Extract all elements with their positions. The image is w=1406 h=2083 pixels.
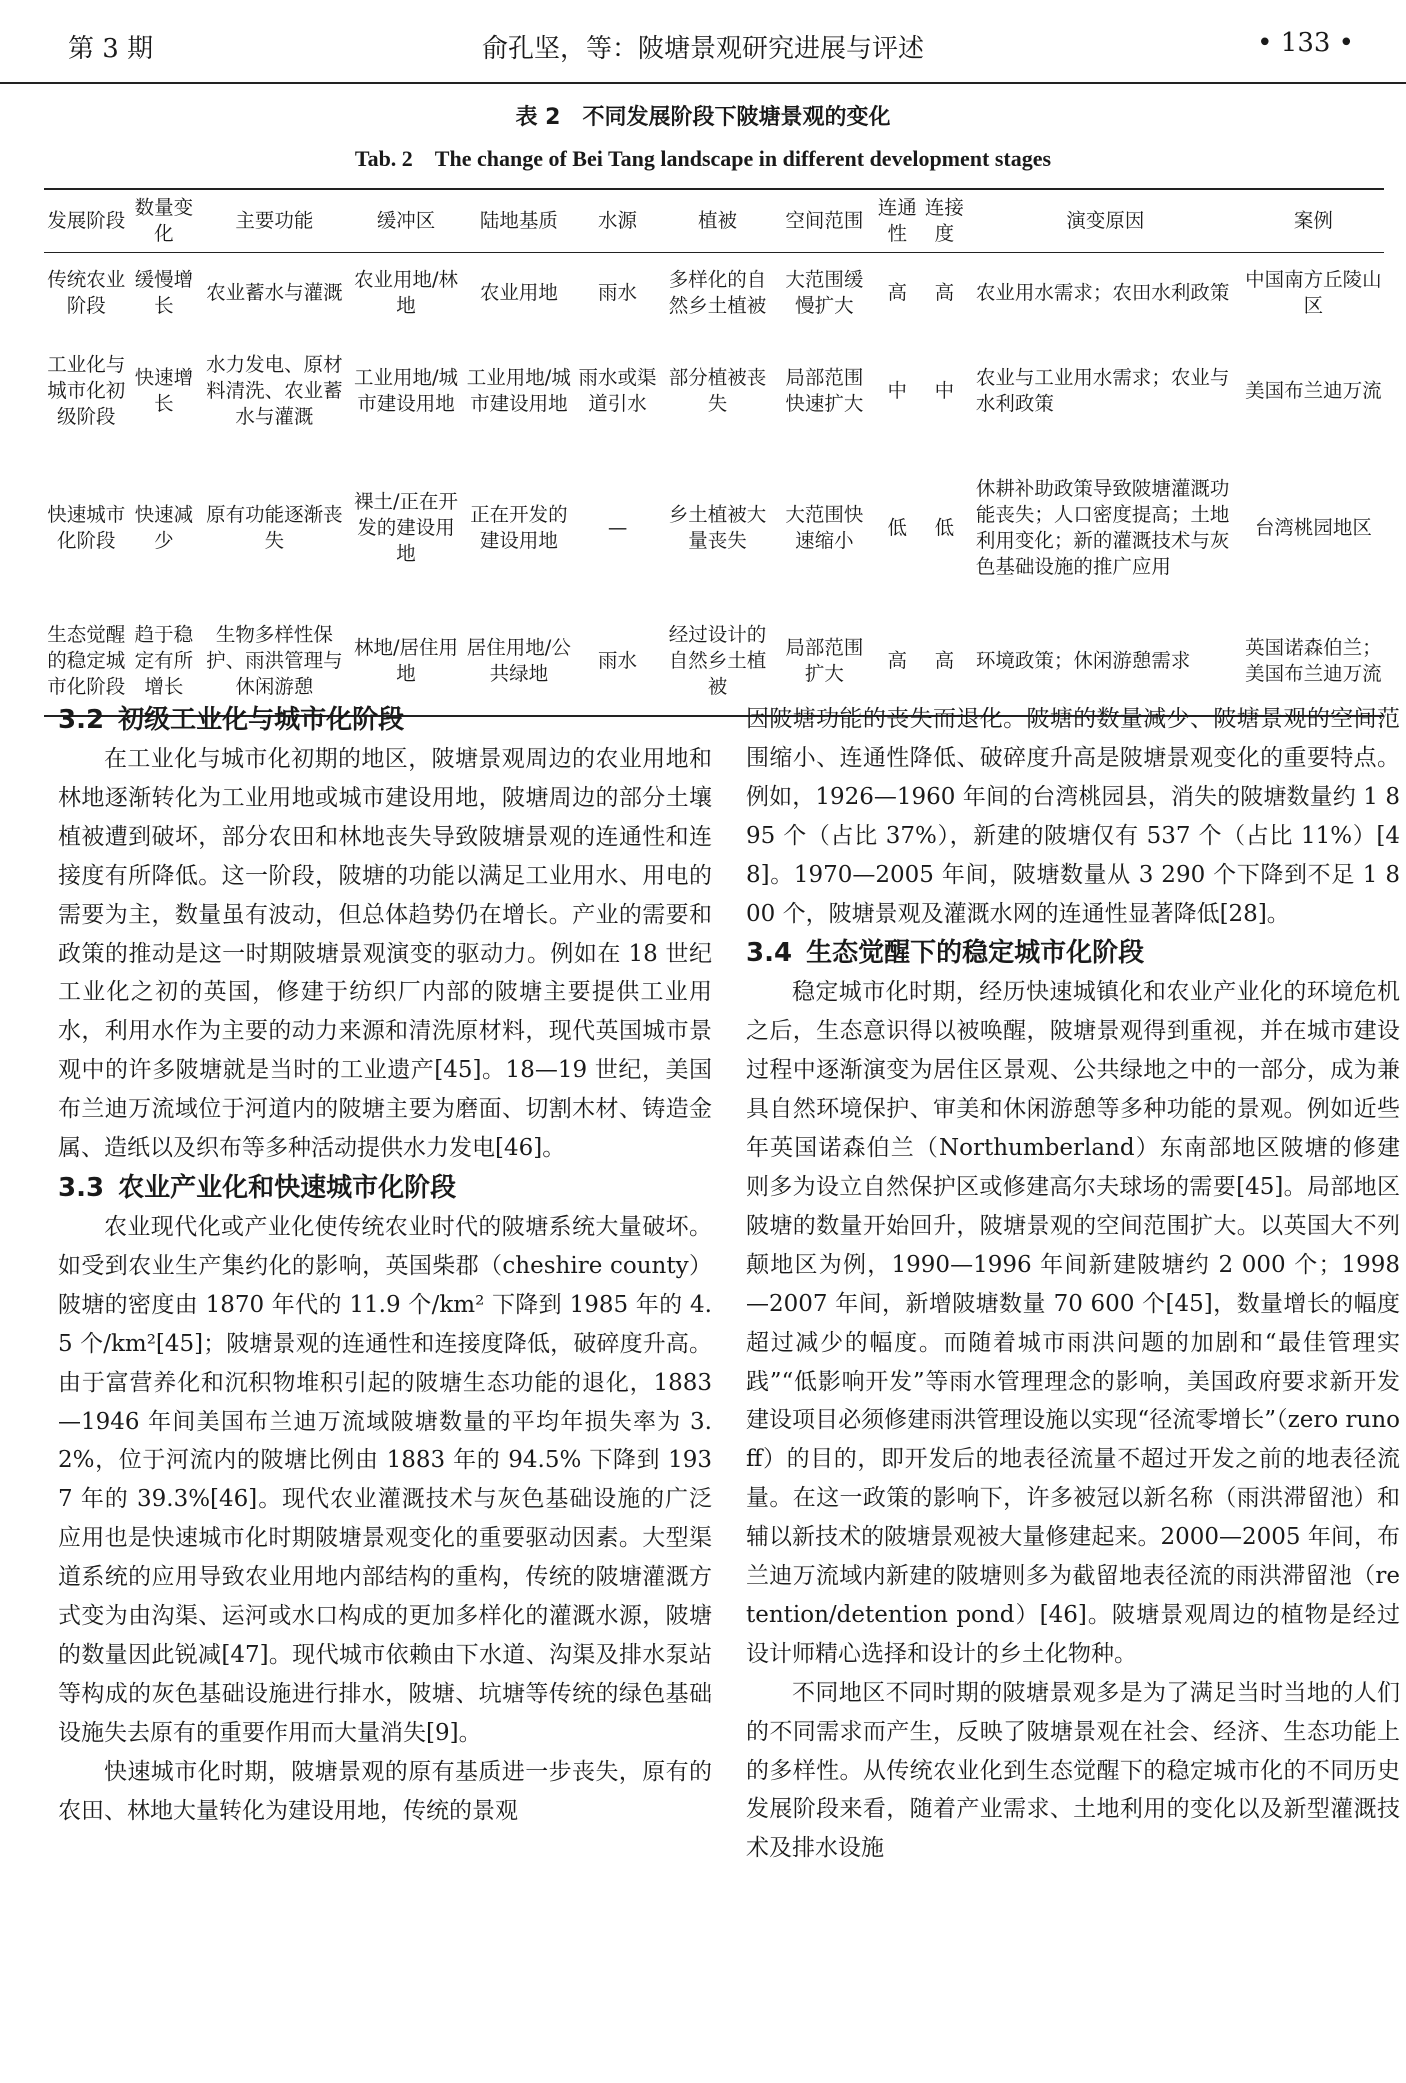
header-cell: 水源 bbox=[575, 189, 660, 253]
table-cell: — bbox=[607, 516, 628, 539]
header-cell: 案例 bbox=[1243, 189, 1384, 253]
table-row bbox=[44, 253, 1384, 334]
paragraph: 稳定城市化时期，经历快速城镇化和农业产业化的环境危机之后，生态意识得以被唤醒，陂塘景观得到重视，并在城市建设过程中逐渐演变为居住区景观、公共绿地之中的一部分，成为兼具自然环境保护、审美和休闲游憩等多种功能的景观。例如近些年英国诺森伯兰（Northumberland）东南部地区陂塘的修建则多为设立自然保护区或修建高尔夫球场的需要[45]。局部地区陂塘的数量开始回升，陂塘景观的空间范围扩大。以英国大不列颠地区为例，1990—1996 年间新建陂塘约 2 000 个；1998—2007 年间，新增陂塘数量 70 600 个[45]，数量增长的幅度超过减少的幅度。而随着城市雨洪问题的加剧和“最佳管理实践”“低影响开发”等雨水管理理念的影响，美国政府要求新开发建设项目必须修建雨洪管理设施以实现“径流零增长”（zero runoff）的目的，即开发后的地表径流量不超过开发之前的地表径流量。在这一政策的影响下，许多被冠以新名称（雨洪滞留池）和辅以新技术的陂塘景观被大量修建起来。2000—2005 年间，布兰迪万流域内新建的陂塘则多为截留地表径流的雨洪滞留池（retention/detention pond）[46]。陂塘景观周边的植物是经过设计师精心选择和设计的乡土化物种。 bbox=[746, 979, 1400, 1667]
header-cell: 空间范围 bbox=[775, 189, 874, 253]
table-cell: 快速增长 bbox=[134, 366, 194, 415]
section-title: 农业产业化和快速城市化阶段 bbox=[118, 1172, 457, 1203]
table-cell: 大范围快速缩小 bbox=[785, 503, 864, 552]
table-cell: 局部范围扩大 bbox=[785, 636, 864, 685]
table-row bbox=[44, 333, 1384, 449]
table-cell: 林地/居住用地 bbox=[353, 636, 459, 685]
paragraph: 不同地区不同时期的陂塘景观多是为了满足当时当地的人们的不同需求而产生，反映了陂塘景观在社会、经济、生态功能上的多样性。从传统农业化到生态觉醒下的稳定城市化的不同历史发展阶段来看，随着产业需求、土地利用的变化以及新型灌溉技术及排水设施 bbox=[746, 1679, 1400, 1862]
table-cell: 正在开发的建设用地 bbox=[470, 503, 568, 552]
table-cell: 快速减少 bbox=[134, 503, 194, 552]
stage-comparison-table bbox=[44, 188, 1384, 717]
table-cell: 雨水 bbox=[598, 649, 638, 672]
table-cell: 高 bbox=[887, 281, 908, 304]
section-title: 生态觉醒下的稳定城市化阶段 bbox=[806, 938, 1145, 969]
table-cell: 休耕补助政策导致陂塘灌溉功能丧失；人口密度提高；土地利用变化；新的灌溉技术与灰色基础设施的推广应用 bbox=[975, 477, 1230, 578]
table-cell: 趋于稳定有所增长 bbox=[134, 623, 194, 698]
table-cell: 经过设计的自然乡土植被 bbox=[668, 623, 767, 698]
header-cell: 连接度 bbox=[921, 189, 968, 253]
table-cell: 水力发电、原材料清洗、农业蓄水与灌溉 bbox=[206, 353, 343, 428]
table-cell: 乡土植被大量丧失 bbox=[668, 503, 767, 552]
table-cell: 中国南方丘陵山区 bbox=[1245, 268, 1382, 317]
table-cell: 农业用地/林地 bbox=[353, 268, 459, 317]
page-number: • 133 • bbox=[1257, 28, 1354, 58]
table-header-row bbox=[44, 189, 1384, 253]
left-column bbox=[58, 700, 712, 1830]
table-cell: 农业用地 bbox=[479, 281, 558, 304]
table-cell: 快速城市化阶段 bbox=[47, 503, 126, 552]
table-cell: 中 bbox=[934, 379, 955, 402]
table-caption-cn: 表 2 不同发展阶段下陂塘景观的变化 bbox=[515, 105, 891, 130]
table-cell: 传统农业阶段 bbox=[47, 268, 126, 317]
table-cell: 居住用地/公共绿地 bbox=[466, 636, 571, 685]
table-cell: 原有功能逐渐丧失 bbox=[206, 503, 343, 552]
right-column bbox=[746, 700, 1400, 1868]
header-cell: 数量变化 bbox=[129, 189, 200, 253]
table-cell: 农业蓄水与灌溉 bbox=[206, 281, 343, 304]
header-cell: 陆地基质 bbox=[462, 189, 575, 253]
table-cell: 农业用水需求；农田水利政策 bbox=[975, 281, 1230, 304]
table-cell: 环境政策；休闲游憩需求 bbox=[975, 649, 1191, 672]
table-cell: 高 bbox=[934, 281, 955, 304]
table-cell: 工业用地/城市建设用地 bbox=[353, 366, 459, 415]
running-title: 俞孔坚，等：陂塘景观研究进展与评述 bbox=[481, 34, 924, 64]
table-cell: 工业化与城市化初级阶段 bbox=[47, 353, 126, 428]
table-cell: 中 bbox=[887, 379, 908, 402]
issue-number: 第 3 期 bbox=[68, 34, 154, 64]
table-cell: 高 bbox=[887, 649, 908, 672]
header-cell: 主要功能 bbox=[199, 189, 349, 253]
header-cell: 连通性 bbox=[874, 189, 921, 253]
table-cell: 工业用地/城市建设用地 bbox=[466, 366, 571, 415]
section-heading-3-3 bbox=[58, 1168, 712, 1208]
header-cell: 发展阶段 bbox=[44, 189, 129, 253]
table-cell: 雨水或渠道引水 bbox=[578, 366, 657, 415]
table-cell: 多样化的自然乡土植被 bbox=[668, 268, 767, 317]
table-cell: 台湾桃园地区 bbox=[1254, 516, 1372, 539]
table-cell: 高 bbox=[934, 649, 955, 672]
table-cell: 局部范围快速扩大 bbox=[785, 366, 864, 415]
header-cell: 植被 bbox=[660, 189, 775, 253]
section-heading-3-2 bbox=[58, 700, 712, 740]
paragraph: 农业现代化或产业化使传统农业时代的陂塘系统大量破坏。如受到农业生产集约化的影响，英国柴郡（cheshire county）陂塘的密度由 1870 年代的 11.9 个/km² 下降到 1985 年的 4.5 个/km²[45]；陂塘景观的连通性和连接度降低，破碎度升高。由于富营养化和沉积物堆积引起的陂塘生态功能的退化，1883—1946 年间美国布兰迪万流域陂塘数量的平均年损失率为 3.2%，位于河流内的陂塘比例由 1883 年的 94.5% 下降到 1937 年的 39.3%[46]。现代农业灌溉技术与灰色基础设施的广泛应用也是快速城市化时期陂塘景观变化的重要驱动因素。大型渠道系统的应用导致农业用地内部结构的重构，传统的陂塘灌溉方式变为由沟渠、运河或水口构成的更加多样化的灌溉水源，陂塘的数量因此锐减[47]。现代城市依赖由下水道、沟渠及排水泵站等构成的灰色基础设施进行排水，陂塘、坑塘等传统的绿色基础设施失去原有的重要作用而大量消失[9]。 bbox=[58, 1213, 712, 1746]
header-cell: 缓冲区 bbox=[350, 189, 463, 253]
table-cell: 缓慢增长 bbox=[134, 268, 194, 317]
table-cell: 雨水 bbox=[598, 281, 638, 304]
section-heading-3-4 bbox=[746, 933, 1400, 973]
table-cell: 农业与工业用水需求；农业与水利政策 bbox=[975, 366, 1230, 415]
table-cell: 美国布兰迪万流 bbox=[1245, 379, 1382, 402]
table-cell: 裸土/正在开发的建设用地 bbox=[353, 490, 459, 565]
table-cell: 英国诺森伯兰；美国布兰迪万流 bbox=[1245, 636, 1382, 685]
table-caption-en: Tab. 2 The change of Bei Tang landscape in different development stages bbox=[354, 146, 1052, 171]
section-title: 初级工业化与城市化阶段 bbox=[118, 705, 405, 735]
section-number: 3.3 bbox=[58, 1172, 105, 1203]
page-header bbox=[0, 0, 1406, 84]
header-cell: 演变原因 bbox=[968, 189, 1243, 253]
table-cell: 大范围缓慢扩大 bbox=[785, 268, 864, 317]
section-number: 3.2 bbox=[58, 705, 105, 735]
table-cell: 生态觉醒的稳定城市化阶段 bbox=[47, 623, 126, 698]
table-cell: 低 bbox=[934, 516, 955, 539]
paragraph-continued: 因陂塘功能的丧失而退化。陂塘的数量减少、陂塘景观的空间范围缩小、连通性降低、破碎度升高是陂塘景观变化的重要特点。例如，1926—1960 年间的台湾桃园县，消失的陂塘数量约 1 895 个（占比 37%），新建的陂塘仅有 537 个（占比 11%）[48]。1970—2005 年间，陂塘数量从 3 290 个下降到不足 1 800 个，陂塘景观及灌溉水网的连通性显著降低[28]。 bbox=[746, 706, 1400, 927]
table-cell: 低 bbox=[887, 516, 908, 539]
table-cell: 生物多样性保护、雨洪管理与休闲游憩 bbox=[206, 623, 343, 698]
paragraph: 在工业化与城市化初期的地区，陂塘景观周边的农业用地和林地逐渐转化为工业用地或城市建设用地，陂塘周边的部分土壤植被遭到破坏，部分农田和林地丧失导致陂塘景观的连通性和连接度有所降低。这一阶段，陂塘的功能以满足工业用水、用电的需要为主，数量虽有波动，但总体趋势仍在增长。产业的需要和政策的推动是这一时期陂塘景观演变的驱动力。例如在 18 世纪工业化之初的英国，修建于纺织厂内部的陂塘主要提供工业用水，利用水作为主要的动力来源和清洗原材料，现代英国城市景观中的许多陂塘就是当时的工业遗产[45]。18—19 世纪，美国布兰迪万流域位于河道内的陂塘主要为磨面、切割木材、铸造金属、造纸以及织布等多种活动提供水力发电[46]。 bbox=[58, 746, 712, 1162]
paragraph: 快速城市化时期，陂塘景观的原有基质进一步丧失，原有的农田、林地大量转化为建设用地，传统的景观 bbox=[58, 1758, 712, 1824]
table-row bbox=[44, 449, 1384, 607]
table-cell: 部分植被丧失 bbox=[668, 366, 767, 415]
section-number: 3.4 bbox=[746, 938, 793, 969]
